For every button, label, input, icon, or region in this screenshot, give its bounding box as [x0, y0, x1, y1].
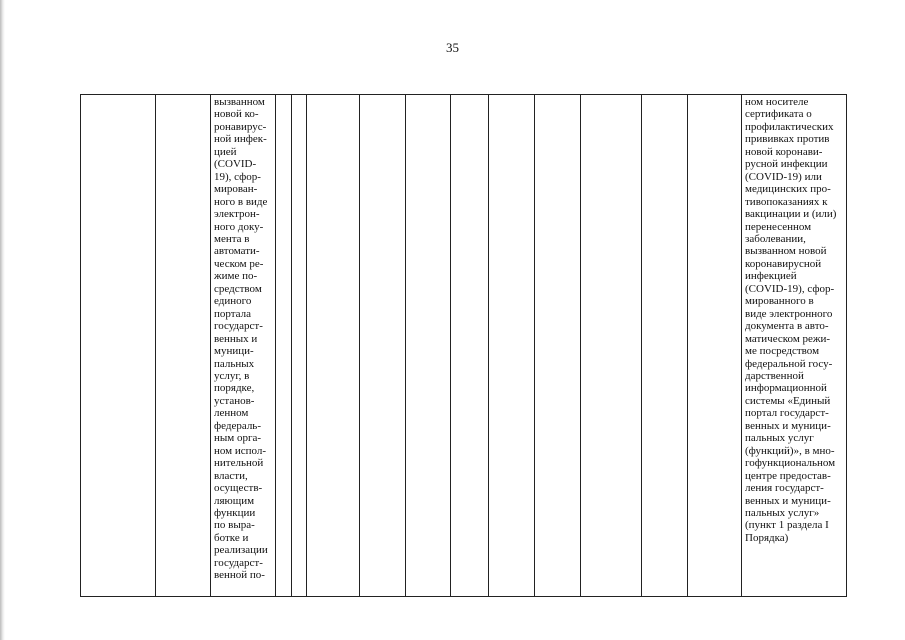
- cell-text-line: коронавирусной: [745, 257, 822, 270]
- cell-text-line: средством: [214, 282, 262, 295]
- cell-text-line: венной по-: [214, 569, 265, 582]
- column-divider: [687, 94, 688, 597]
- column-divider: [450, 94, 451, 597]
- column-divider: [405, 94, 406, 597]
- cell-text-line: жиме по-: [214, 270, 258, 283]
- column-divider: [580, 94, 581, 597]
- cell-text-line: ного доку-: [214, 220, 264, 233]
- cell-text-line: автомати-: [214, 245, 260, 258]
- cell-text-line: новой ко-: [214, 108, 259, 121]
- cell-text-line: перенесенном: [745, 220, 812, 233]
- cell-text-line: пальных услуг: [745, 432, 814, 445]
- cell-text-line: (пункт 1 раздела I: [745, 519, 829, 532]
- cell-text-line: ной инфек-: [214, 133, 267, 146]
- cell-text-line: (функций)», в мно-: [745, 444, 835, 457]
- cell-text-line: новой коронави-: [745, 145, 823, 158]
- cell-text-line: электрон-: [214, 208, 260, 221]
- cell-text-line: ном носителе: [745, 96, 809, 108]
- cell-text-line: мированного в: [745, 295, 814, 308]
- cell-text-line: информационной: [745, 382, 827, 395]
- cell-text-line: вакцинации и (или): [745, 208, 837, 221]
- cell-text-line: пальных: [214, 357, 255, 370]
- cell-text-line: муници-: [214, 345, 254, 358]
- cell-text-line: ческом ре-: [214, 257, 264, 270]
- cell-text-line: нительной: [214, 457, 264, 470]
- cell-text-line: профилактических: [745, 120, 834, 133]
- cell-text-line: матическом режи-: [745, 332, 831, 345]
- cell-text-line: портал государст-: [745, 407, 829, 420]
- table-bottom-border: [80, 596, 847, 597]
- cell-text-line: (COVID-: [214, 158, 257, 171]
- cell-text-line: ботке и: [214, 531, 249, 544]
- table-cell-left-text: [214, 96, 268, 582]
- cell-text-line: документа в авто-: [745, 320, 829, 333]
- cell-text-line: ронавирус-: [214, 120, 267, 133]
- cell-text-line: федераль-: [214, 419, 261, 432]
- cell-text-line: венных и муници-: [745, 494, 831, 507]
- cell-text-line: ного в виде: [214, 195, 268, 208]
- cell-text-line: гофункциональном: [745, 457, 836, 470]
- cell-text-line: реализации: [214, 544, 268, 557]
- cell-text-line: порядке,: [214, 382, 255, 395]
- cell-text-line: ленном: [214, 407, 249, 420]
- cell-text-line: пальных услуг»: [745, 506, 820, 519]
- column-divider: [846, 94, 847, 597]
- cell-text-line: ляющим: [214, 494, 255, 507]
- table-cell-right-text: [745, 96, 836, 544]
- cell-text-line: ным орга-: [214, 432, 262, 445]
- cell-text-line: вызванном новой: [745, 245, 827, 258]
- cell-text-line: (COVID-19), сфор-: [745, 282, 835, 295]
- cell-text-line: государст-: [214, 556, 263, 569]
- table-top-border: [80, 94, 847, 95]
- cell-text-line: заболевании,: [745, 232, 806, 245]
- cell-text-line: виде электронного: [745, 307, 833, 320]
- cell-text-line: мирован-: [214, 183, 258, 196]
- cell-text-line: 19), сфор-: [214, 170, 261, 183]
- column-divider: [488, 94, 489, 597]
- column-divider: [275, 94, 276, 597]
- cell-text-line: (COVID-19) или: [745, 170, 822, 183]
- cell-text-line: функции: [214, 506, 256, 519]
- column-divider: [306, 94, 307, 597]
- cell-text-line: инфекцией: [745, 270, 797, 283]
- cell-text-line: русной инфекции: [745, 158, 828, 171]
- column-divider: [534, 94, 535, 597]
- cell-text-line: венных и муници-: [745, 419, 831, 432]
- cell-text-line: федеральной госу-: [745, 357, 833, 370]
- cell-text-line: дарственной: [745, 369, 804, 382]
- cell-text-line: прививках против: [745, 133, 830, 146]
- cell-text-line: портала: [214, 307, 252, 320]
- cell-text-line: центре предостав-: [745, 469, 831, 482]
- cell-text-line: осуществ-: [214, 482, 263, 495]
- cell-text-line: установ-: [214, 394, 255, 407]
- cell-text-line: ном испол-: [214, 444, 267, 457]
- cell-text-line: власти,: [214, 469, 248, 482]
- column-divider: [291, 94, 292, 597]
- cell-text-line: Порядка): [745, 531, 789, 544]
- column-divider: [155, 94, 156, 597]
- cell-text-line: ления государст-: [745, 482, 824, 495]
- cell-text-line: медицинских про-: [745, 183, 831, 196]
- cell-text-line: услуг, в: [214, 369, 250, 382]
- column-divider: [359, 94, 360, 597]
- cell-text-line: венных и: [214, 332, 258, 345]
- cell-text-line: вызванном: [214, 96, 265, 108]
- cell-text-line: мента в: [214, 232, 250, 245]
- cell-text-line: ме посредством: [745, 345, 820, 358]
- cell-text-line: единого: [214, 295, 252, 308]
- cell-text-line: тивопоказаниях к: [745, 195, 828, 208]
- cell-text-line: сертификата о: [745, 108, 812, 121]
- column-divider: [641, 94, 642, 597]
- page-number: 35: [446, 40, 459, 55]
- cell-text-line: по выра-: [214, 519, 255, 532]
- column-divider: [210, 94, 211, 597]
- column-divider: [80, 94, 81, 597]
- cell-text-line: государст-: [214, 320, 263, 333]
- column-divider: [741, 94, 742, 597]
- cell-text-line: цией: [214, 145, 237, 158]
- cell-text-line: системы «Единый: [745, 394, 831, 407]
